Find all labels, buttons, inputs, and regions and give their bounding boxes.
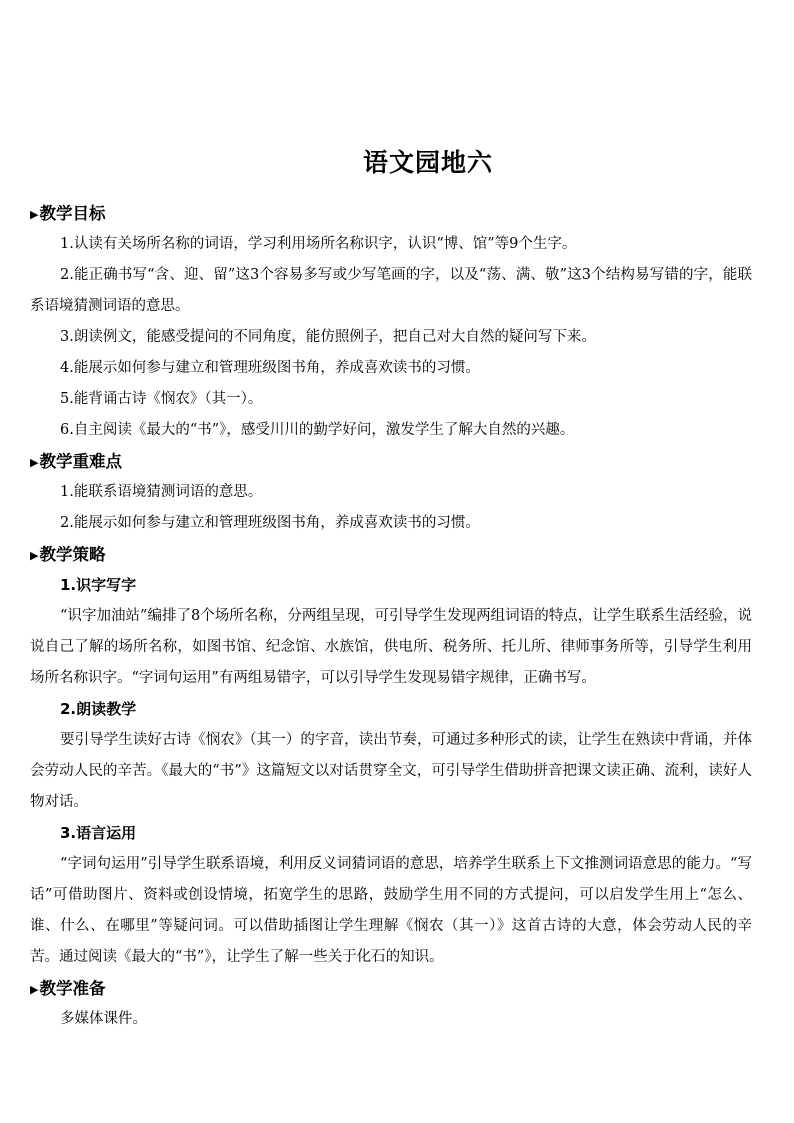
strategy-subheading-literacy: 1.识字写字 [60, 576, 137, 594]
objective-item: 5.能背诵古诗《悯农》（其一）。 [60, 391, 263, 407]
objective-item: 3.朗读例文，能感受提问的不同角度，能仿照例子，把自己对大自然的疑问写下来。 [60, 329, 596, 345]
section-heading-objectives [30, 198, 752, 229]
triangle-marker-icon: ▶ [30, 549, 39, 562]
key-point-item: 2.能展示如何参与建立和管理班级图书角，养成喜欢读书的习惯。 [60, 515, 480, 531]
strategy-subheading-reading: 2.朗读教学 [60, 700, 137, 718]
section-heading-text: 教学目标 [39, 204, 106, 223]
objective-item: 4.能展示如何参与建立和管理班级图书角，养成喜欢读书的习惯。 [60, 360, 480, 376]
strategy-paragraph-reading: 要引导学生读好古诗《悯农》（其一）的字音，读出节奏，可通过多种形式的读，让学生在熟读中背诵，并体会劳动人民的辛苦。《最大的“书”》这篇短文以对话贯穿全文，可引导学生借助拼音把课文读正确、流利，读好人物对话。 [30, 732, 752, 810]
section-heading-text: 教学准备 [39, 979, 106, 998]
objective-item: 1.认读有关场所名称的词语，学习利用场所名称识字，认识“博、馆”等9个生字。 [60, 236, 577, 252]
triangle-marker-icon: ▶ [30, 456, 39, 469]
strategy-subheading-language-use: 3.语言运用 [60, 824, 137, 842]
section-heading-strategies [30, 539, 752, 570]
triangle-marker-icon: ▶ [30, 208, 39, 221]
strategy-paragraph-language-use: “字词句运用”引导学生联系语境，利用反义词猜词语的意思，培养学生联系上下文推测词语意思的能力。“写话”可借助图片、资料或创设情境，拓宽学生的思路，鼓励学生用不同的方式提问，可以启发学生用上“怎么、谁、什么、在哪里”等疑问词。可以借助插图让学生理解《悯农（其一）》这首古诗的大意，体会劳动人民的辛苦。通过阅读《最大的“书”》，让学生了解一些关于化石的知识。 [30, 856, 752, 965]
objective-item: 6.自主阅读《最大的“书”》，感受川川的勤学好问，激发学生了解大自然的兴趣。 [60, 422, 575, 438]
preparation-text: 多媒体课件。 [60, 1011, 147, 1027]
objective-item: 2.能正确书写“含、迎、留”这3个容易多写或少写笔画的字，以及“荡、满、敬”这3个结构易写错的字，能联系语境猜测词语的意思。 [30, 267, 752, 314]
document-body [30, 198, 752, 1035]
triangle-marker-icon: ▶ [30, 983, 39, 996]
section-heading-key-points [30, 446, 752, 477]
section-heading-text: 教学重难点 [39, 452, 122, 471]
strategy-paragraph-literacy: “识字加油站”编排了8个场所名称，分两组呈现，可引导学生发现两组词语的特点，让学生联系生活经验，说说自己了解的场所名称，如图书馆、纪念馆、水族馆，供电所、税务所、托儿所、律师事务所等，引导学生利用场所名称识字。“字词句运用”有两组易错字，可以引导学生发现易错字规律，正确书写。 [30, 608, 752, 686]
section-heading-preparation [30, 973, 752, 1004]
section-heading-text: 教学策略 [39, 545, 106, 564]
page-title: 语文园地六 [362, 148, 493, 177]
key-point-item: 1.能联系语境猜测词语的意思。 [60, 484, 263, 500]
